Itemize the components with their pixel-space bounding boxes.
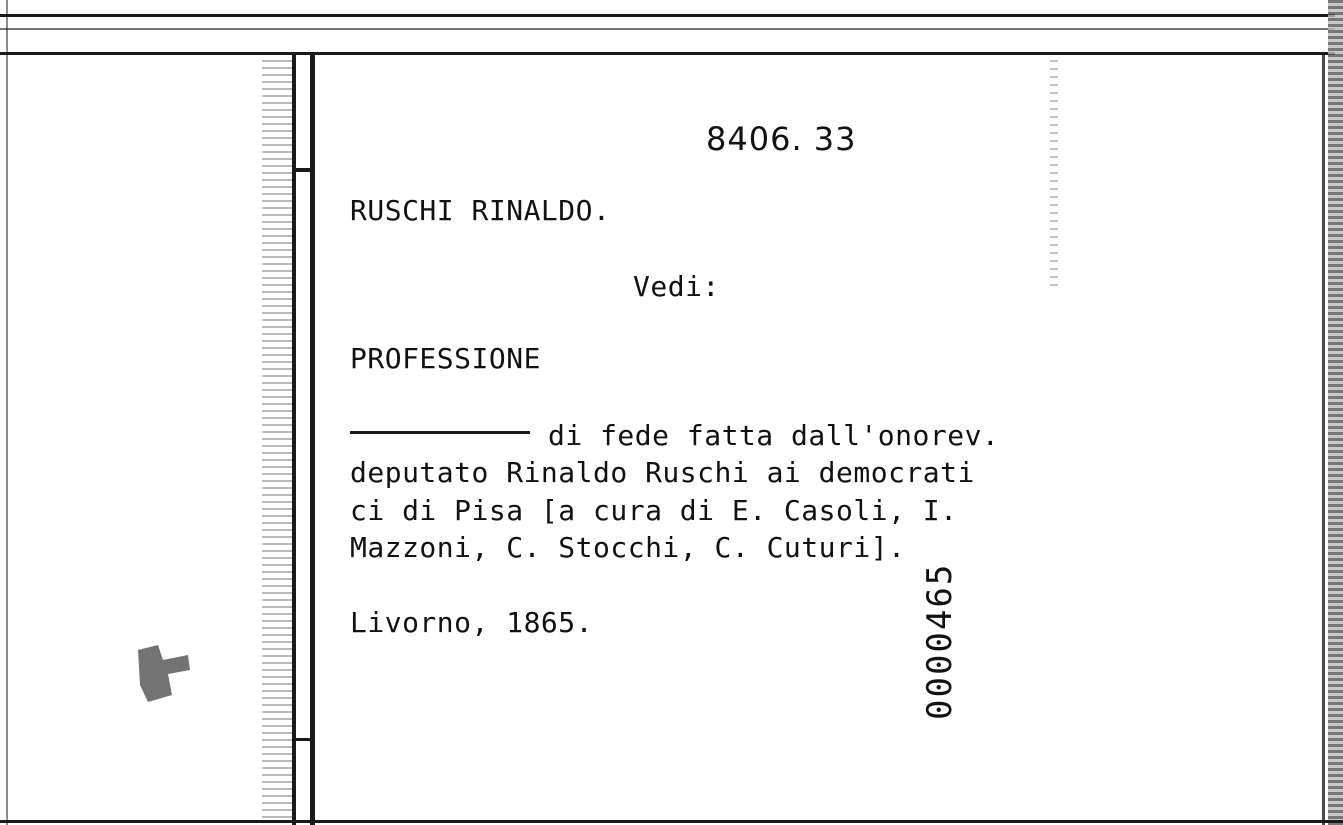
author-heading: RUSCHI RINALDO. (350, 194, 611, 227)
shelfmark: 8406. 33 (706, 120, 857, 158)
card-edge-noise (262, 60, 292, 820)
card-tab-bottom (292, 168, 314, 172)
entry-line-4: Mazzoni, C. Stocchi, C. Cuturi]. (350, 531, 906, 564)
card-tab-joint (292, 738, 314, 741)
entry-line-3: ci di Pisa [a cura di E. Casoli, I. (350, 494, 958, 527)
bottom-border-line (0, 820, 1343, 823)
entry-line-1: di fede fatta dall'onorev. (548, 419, 1000, 452)
subject-heading: PROFESSIONE (350, 342, 541, 375)
faint-dotted-column (1050, 60, 1058, 290)
imprint: Livorno, 1865. (350, 606, 594, 639)
top-border-line (0, 14, 1335, 17)
right-edge-noise (1328, 0, 1343, 825)
ink-mark (128, 640, 198, 720)
top-border-line-3 (0, 52, 1335, 55)
stamp-number: 0000465 (920, 562, 960, 720)
dash-rule (350, 431, 530, 434)
left-edge-line (6, 0, 8, 825)
right-edge-line (1322, 55, 1325, 825)
entry-line-2: deputato Rinaldo Ruschi ai democrati (350, 456, 975, 489)
see-label: Vedi: (633, 270, 720, 303)
top-border-line-2 (0, 28, 1335, 30)
